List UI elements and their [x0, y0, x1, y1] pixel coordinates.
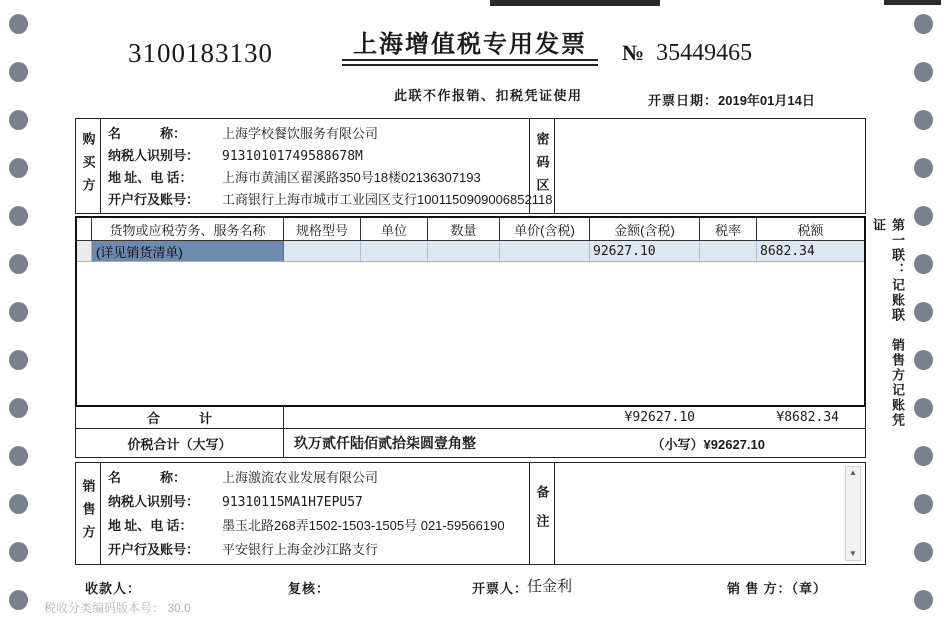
buyer-taxid-row	[108, 145, 529, 167]
col-header-tax: 税额	[797, 222, 824, 238]
background-window-edge	[490, 0, 660, 6]
buyer-side-label: 购买方	[76, 119, 101, 213]
sprocket-hole	[914, 206, 933, 226]
buyer-address-row	[108, 167, 529, 189]
buyer-bank-row	[108, 189, 553, 211]
seller-section	[75, 462, 866, 565]
remark-area[interactable]	[555, 463, 865, 564]
copy-designation-label: 第一联：记账联 销售方记账凭证	[871, 218, 905, 428]
password-area-label: 密码区	[529, 119, 555, 213]
seller-bank-label: 开户行及账号：	[108, 542, 200, 557]
col-header-qty: 数量	[428, 218, 500, 240]
totals-row	[75, 407, 866, 429]
amount-in-words: 玖万贰仟陆佰贰拾柒圆壹角整	[294, 437, 476, 452]
sprocket-hole	[914, 254, 933, 274]
buyer-address-value: 上海市黄浦区翟溪路350号18楼02136307193	[222, 170, 481, 185]
sprocket-hole	[914, 398, 933, 418]
sprocket-hole	[914, 494, 933, 514]
buyer-taxid-label: 纳税人识别号：	[108, 148, 200, 163]
scroll-down-icon[interactable]: ▼	[849, 549, 857, 558]
col-header-unitprice: 单价(含税)	[500, 218, 590, 240]
tax-code-version	[44, 599, 191, 616]
sprocket-hole	[914, 446, 933, 466]
items-header-row	[77, 218, 864, 241]
sprocket-hole	[9, 206, 28, 226]
sprocket-hole	[914, 542, 933, 562]
amount-in-figures: （小写）¥92627.10	[651, 436, 765, 452]
invoice-subtitle: 此联不作报销、扣税凭证使用	[394, 88, 583, 103]
buyer-name-row	[108, 123, 529, 145]
seller-stamp-label: 销 售 方：（章）	[727, 581, 828, 596]
sprocket-hole	[914, 350, 933, 370]
buyer-bank-value: 工商银行上海市城市工业园区支行1001150909006852118	[222, 192, 553, 207]
item-amount-cell[interactable]: 92627.10	[590, 241, 700, 262]
sprocket-hole	[9, 158, 28, 178]
sprocket-hole	[9, 254, 28, 274]
seller-address-row	[108, 515, 529, 539]
sprocket-hole	[9, 14, 28, 34]
grand-total-label-cell	[76, 429, 284, 457]
grand-total-label: 价税合计（大写）	[127, 436, 232, 452]
sprocket-hole	[914, 62, 933, 82]
item-qty-cell[interactable]	[428, 241, 500, 262]
item-taxrate-cell[interactable]	[700, 241, 757, 262]
sprocket-hole	[9, 398, 28, 418]
sprocket-hole	[9, 110, 28, 130]
sprocket-hole	[914, 110, 933, 130]
tax-code-version-value: 30.0	[167, 601, 191, 615]
sprocket-hole	[914, 590, 933, 610]
drawer-name: 任金利	[527, 578, 573, 595]
totals-amount: ¥92627.10	[624, 410, 695, 425]
buyer-section	[75, 118, 866, 214]
buyer-taxid-value: 91310101749588678M	[222, 149, 363, 164]
seller-side-label: 销售方	[76, 463, 101, 564]
remark-area-label: 备注	[529, 463, 555, 564]
seller-bank-value: 平安银行上海金沙江路支行	[222, 542, 379, 557]
reviewer-label: 复核：	[288, 581, 331, 596]
invoice-title: 上海增值税专用发票	[353, 32, 587, 58]
invoice-number-line	[622, 40, 752, 67]
seller-name-row	[108, 467, 529, 491]
seller-address-label: 地 址、电 话：	[108, 518, 193, 533]
totals-label: 合 计	[146, 411, 212, 426]
row-gutter-header	[77, 218, 92, 240]
seller-taxid-row	[108, 491, 529, 515]
sprocket-hole	[914, 158, 933, 178]
background-window-edge	[884, 0, 941, 5]
sprocket-hole	[9, 302, 28, 322]
sprocket-hole	[9, 590, 28, 610]
totals-label-cell	[76, 407, 284, 428]
buyer-name-label: 名 称：	[108, 126, 187, 141]
sprocket-hole	[9, 350, 28, 370]
buyer-address-label: 地 址、电 话：	[108, 170, 193, 185]
seller-taxid-label: 纳税人识别号：	[108, 494, 200, 509]
sprocket-hole	[9, 542, 28, 562]
item-unitprice-cell[interactable]	[500, 241, 590, 262]
seller-name-label: 名 称：	[108, 470, 187, 485]
issue-date-value: 2019年01月14日	[718, 93, 815, 108]
col-header-name: 货物或应税劳务、服务名称	[92, 218, 284, 240]
seller-name-value: 上海激流农业发展有限公司	[222, 470, 379, 485]
col-header-taxrate: 税率	[700, 218, 757, 240]
sprocket-hole	[9, 494, 28, 514]
scroll-up-icon[interactable]: ▲	[849, 468, 857, 477]
row-gutter-cell[interactable]	[77, 241, 92, 262]
items-grid	[75, 216, 866, 407]
col-header-unit: 单位	[361, 218, 428, 240]
drawer-label: 开票人：	[472, 581, 529, 596]
grand-total-row	[75, 429, 866, 458]
sprocket-hole	[914, 14, 933, 34]
issue-date-line	[648, 90, 815, 109]
item-spec-cell[interactable]	[284, 241, 361, 262]
item-row[interactable]	[77, 241, 864, 262]
issue-date-label: 开票日期：	[648, 93, 719, 108]
seller-info	[101, 463, 529, 564]
password-area	[555, 119, 865, 213]
payee-label: 收款人：	[85, 581, 142, 596]
invoice-number: 35449465	[656, 40, 753, 66]
item-unit-cell[interactable]	[361, 241, 428, 262]
remark-scrollbar[interactable]	[845, 466, 861, 561]
invoice-code: 3100183130	[128, 38, 273, 68]
sprocket-holes-left	[9, 14, 29, 629]
seller-taxid-value: 91310115MA1H7EPU57	[222, 495, 363, 510]
numero-symbol: №	[622, 40, 645, 65]
sprocket-holes-right	[914, 14, 934, 629]
seller-bank-row	[108, 539, 529, 563]
totals-tax: ¥8682.34	[776, 410, 839, 425]
sprocket-hole	[914, 302, 933, 322]
col-header-spec: 规格型号	[284, 218, 361, 240]
buyer-name-value: 上海学校餐饮服务有限公司	[222, 126, 379, 141]
sprocket-hole	[9, 446, 28, 466]
buyer-bank-label: 开户行及账号：	[108, 192, 200, 207]
sprocket-hole	[9, 62, 28, 82]
title-double-underline	[342, 59, 598, 66]
seller-address-value: 墨玉北路268弄1502-1503-1505号 021-59566190	[222, 518, 505, 533]
item-tax-cell[interactable]: 8682.34	[757, 241, 864, 262]
tax-code-version-label: 税收分类编码版本号：	[44, 601, 165, 615]
item-name-cell[interactable]: (详见销货清单)	[92, 241, 284, 262]
col-header-amount: 金额(含税)	[590, 218, 700, 240]
